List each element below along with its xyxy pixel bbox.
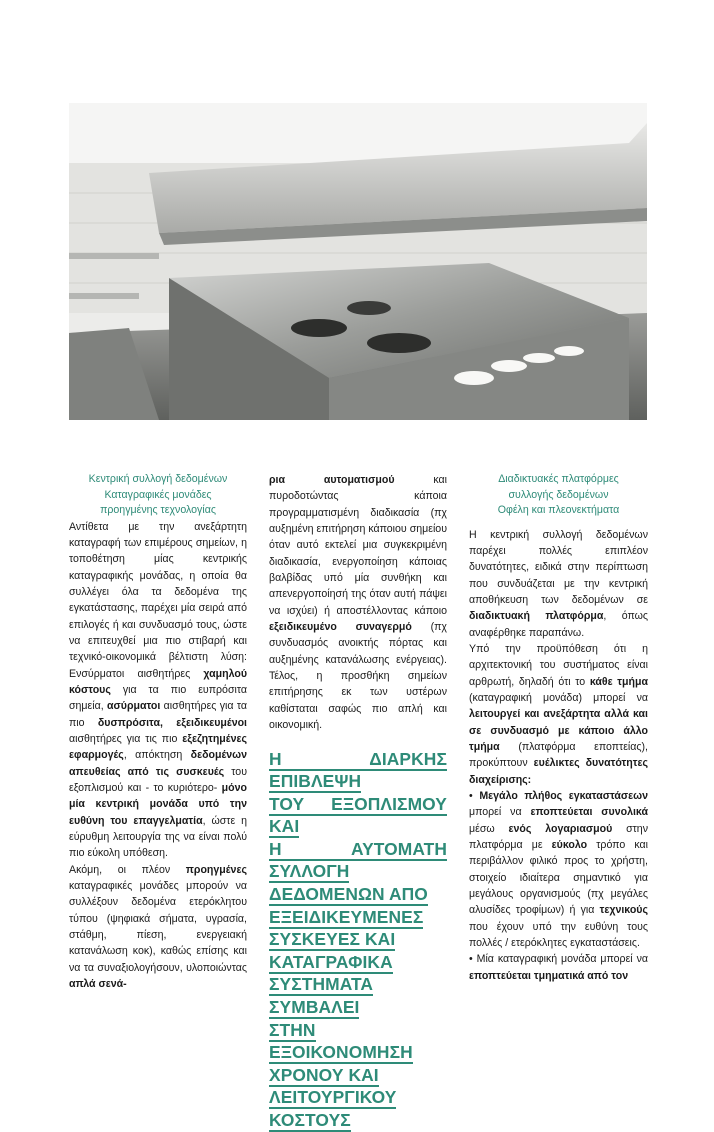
heading-line: συλλογής δεδομένων bbox=[508, 488, 609, 501]
paragraph: ρια αυτοματισμού και πυροδοτώντας κάποια προγραμματισμένη διαδικασία (πχ αυξημένη επιτήρηση κάποιου σημείου όταν αυτό εκτελεί μια συγκεκριμένη διαδικασία, ενεργοποίηση κάποιας βαλβίδας υπό μία συνθήκη και απενεργοποίησή της όταν αυτή πάψει να ισχύει) ή αποστέλλοντας κάποιο εξειδικευμένο συναγερμό (πχ συνδυασμός ανοικτής πόρτας και αυξημένης κατανάλωσης ενέργειας). Τέλος, η προσθήκη σημείων επιτήρησης εκ των υστέρων καθίσταται σαφώς πιο απλή και οικονομική. bbox=[269, 474, 447, 732]
heading-line: Οφέλη και πλεονεκτήματα bbox=[497, 504, 620, 516]
paragraph: Η κεντρική συλλογή δεδομένων παρέχει πολλές επιπλέον δυνατότητες, ειδικά στην περίπτωση που συνδυάζεται με την κεντρική αποθήκευση των δεδομένων σε διαδικτυακή πλατφόρμα, όπως αναφέρθηκε παραπάνω. bbox=[469, 528, 648, 639]
section-heading-web-platforms bbox=[469, 472, 648, 519]
bullet-item: • Μεγάλο πλήθος εγκαταστάσεων μπορεί να εποπτεύεται συνολικά μέσω ενός λογαριασμού στην πλατφόρμα με εύκολο τρόπο και περιβάλλον φιλικό προς το χρήστη, στοιχείο ιδιαίτερα σημαντικό για μεγάλους οργανισμούς (πχ μεγάλες αλυσίδες τροφίμων) ή για τεχνικούς που έχουν υπό την ευθύνη τους πολλές / ετερόκλητες εγκαταστάσεις. bbox=[469, 788, 648, 951]
heading-line: προηγμένης τεχνολογίας bbox=[100, 504, 216, 516]
column-3 bbox=[469, 472, 648, 984]
heading-line: Κεντρική συλλογή δεδομένων bbox=[88, 473, 228, 485]
heading-line: Καταγραφικές μονάδες bbox=[104, 488, 212, 501]
kitchen-illustration bbox=[69, 103, 647, 420]
column-2 bbox=[269, 472, 447, 1132]
bullet-item: • Μία καταγραφική μονάδα μπορεί να εποπτεύεται τμηματικά από τον bbox=[469, 951, 648, 984]
paragraph: Ακόμη, οι πλέον προηγμένες καταγραφικές μονάδες μπορούν να συλλέξουν δεδομένα ετερόκλητου τύπου (ψηφιακά σήματα, υγρασία, στάθμη, πίεση, ενεργειακή κατανάλωση κοκ), καθώς επίσης και να τα συναξιολογήσουν, υλοποιώντας απλά σενά- bbox=[69, 863, 247, 991]
paragraph: Αντίθετα με την ανεξάρτητη καταγραφή των επιμέρους σημείων, η τοποθέτηση μίας κεντρικής καταγραφικής μονάδας, η οποία θα συλλέγει όλα τα δεδομένα της εγκατάστασης, παρέχει μία σειρά από επιλογές ή και συνδυασμό τους, ώστε να επιτευχθεί μια πιο στιβαρή και τεχνικό-οικονομικά βέλτιστη λύση: Ενσύρματοι αισθητήρες χαμηλού κόστους για τα πιο ευπρόσιτα σημεία, ασύρματοι αισθητήρες για τα πιο δυσπρόσιτα, εξειδικευμένοι αισθητήρες για τις πιο εξεζητημένες εφαρμογές, απόκτηση δεδομένων απευθείας από τις συσκευές του εξοπλισμού και - το κυριότερο- μόνο μία κεντρική μονάδα υπό την ευθύνη του επαγγελματία, ώστε η εύρυθμη λειτουργία της να είναι πολύ πιο εύκολη υπόθεση. bbox=[69, 520, 247, 860]
heading-line: Διαδικτυακές πλατφόρμες bbox=[498, 473, 619, 485]
section-heading-central-collection bbox=[69, 472, 247, 519]
pull-quote: Η ΔΙΑΡΚΗΣ ΕΠΙΒΛΕΨΗ ΤΟΥ ΕΞΟΠΛΙΣΜΟΥ ΚΑΙ Η ΑΥΤΟΜΑΤΗ ΣΥΛΛΟΓΗ ΔΕΔΟΜΕΝΩΝ ΑΠΟ ΕΞΕΙΔΙΚΕΥΜΕΝΕΣ ΣΥΣΚΕΥΕΣ ΚΑΙ ΚΑΤΑΓΡΑΦΙΚΑ ΣΥΣΤΗΜΑΤΑ ΣΥΜΒΑΛΕΙ ΣΤΗΝ ΕΞΟΙΚΟΝΟΜΗΣΗ ΧΡΟΝΟΥ ΚΑΙ ΛΕΙΤΟΥΡΓΙΚΟΥ ΚΟΣΤΟΥΣ bbox=[269, 748, 447, 1130]
paragraph: Υπό την προϋπόθεση ότι η αρχιτεκτονική του συστήματος είναι αρθρωτή, δηλαδή ότι το κάθε τμήμα (καταγραφική μονάδα) μπορεί να λειτουργεί και ανεξάρτητα αλλά και σε συνδυασμό με κάποιο άλλο τμήμα (πλατφόρμα εποπτείας), προκύπτουν ευέλικτες δυνατότητες διαχείρισης: bbox=[469, 642, 648, 786]
kitchen-photo bbox=[69, 103, 647, 420]
column-1 bbox=[69, 472, 247, 992]
